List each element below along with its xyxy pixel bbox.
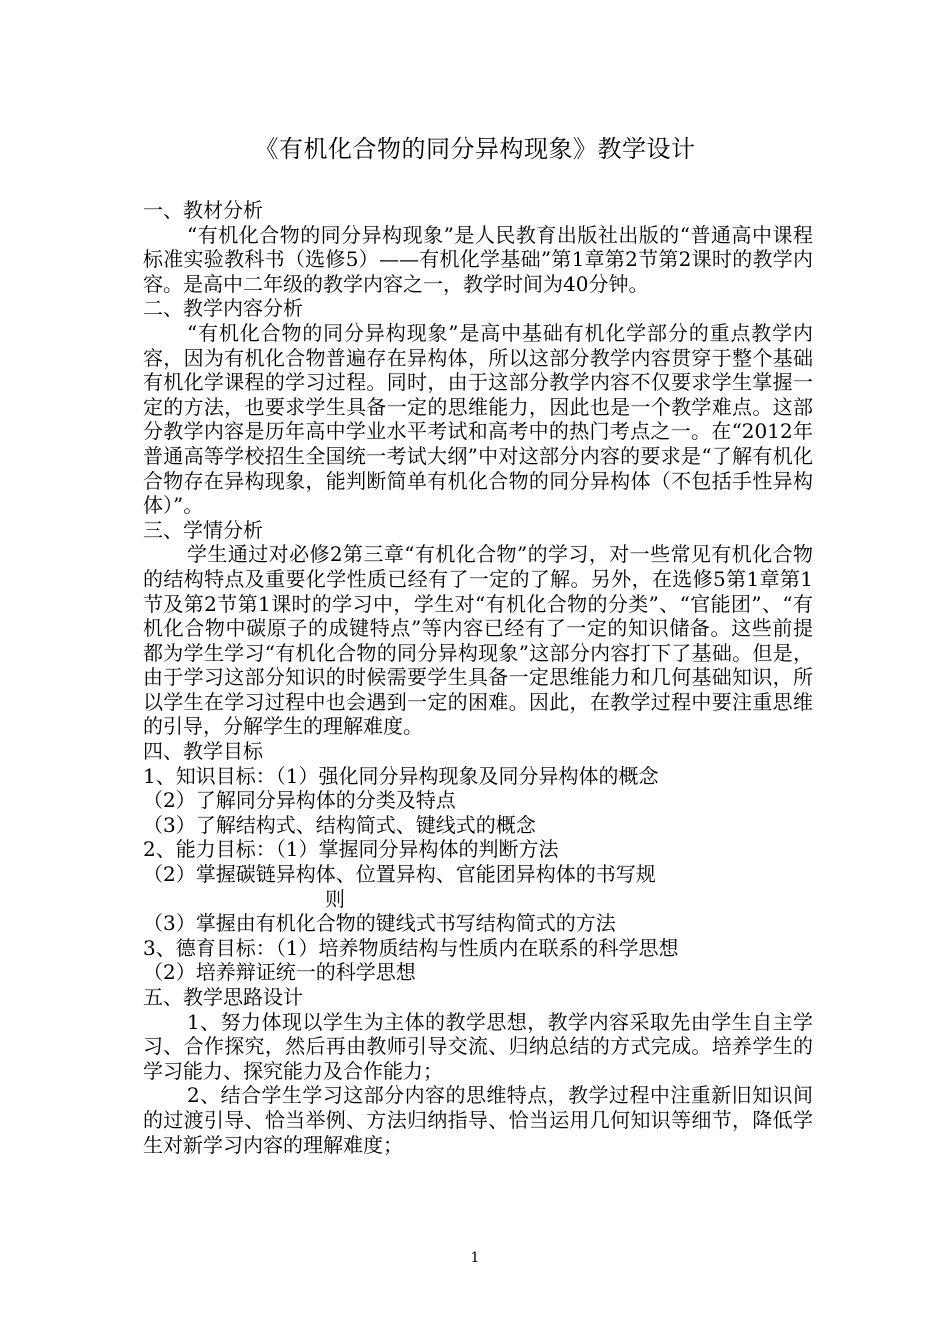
paragraph-student-analysis: 学生通过对必修2第三章“有机化合物”的学习，对一些常见有机化合物的结构特点及重要化学性质已经有了一定的了解。另外，在选修5第1章第1节及第2节第1课时的学习中，学生对“有机化合物的分类”、“官能团”、“有机化合物中碳原子的成键特点”等内容已经有了一定的知识储备。这些前提都为学生学习“有机化合物的同分异构现象”这部分内容打下了基础。但是，由于学习这部分知识的时候需要学生具备一定思维能力和几何基础知识，所以学生在学习过程中也会遇到一定的困难。因此，在教学过程中要注重思维的引导，分解学生的理解难度。 — [143, 542, 813, 739]
goal-knowledge-1: 1、知识目标：（1）强化同分异构现象及同分异构体的概念 — [143, 763, 659, 788]
document-body — [143, 198, 813, 1157]
goal-knowledge-3: （3）了解结构式、结构简式、键线式的概念 — [143, 812, 536, 837]
paragraph-content-analysis: “有机化合物的同分异构现象”是高中基础有机化学部分的重点教学内容，因为有机化合物普遍存在异构体，所以这部分教学内容贯穿于整个基础有机化学课程的学习过程。同时，由于这部分教学内容不仅要求学生掌握一定的方法，也要求学生具备一定的思维能力，因此也是一个教学难点。这部分教学内容是历年高中学业水平考试和高考中的热门考点之一。在“2012年普通高等学校招生全国统一考试大纲”中对这部分内容的要求是“了解有机化合物存在异构现象，能判断简单有机化合物的同分异构体（不包括手性异构体）”。 — [143, 320, 813, 518]
goal-moral-1: 3、德育目标：（1）培养物质结构与性质内在联系的科学思想 — [143, 935, 679, 960]
goal-ability-3: （3）掌握由有机化合物的键线式书写结构简式的方法 — [143, 911, 616, 936]
section-heading-textbook-analysis: 一、教材分析 — [143, 198, 263, 222]
goal-ability-2 — [143, 862, 813, 911]
goal-moral-2: （2）培养辩证统一的科学思想 — [143, 960, 416, 985]
document-title: 《有机化合物的同分异构现象》教学设计 — [254, 135, 696, 163]
goal-ability-1: 2、能力目标：（1）掌握同分异构体的判断方法 — [143, 837, 559, 862]
section-heading-teaching-design: 五、教学思路设计 — [143, 985, 303, 1009]
paragraph-textbook-analysis: “有机化合物的同分异构现象”是人民教育出版社出版的“普通高中课程标准实验教科书（选修5）——有机化学基础”第1章第2节第2课时的教学内容。是高中二年级的教学内容之一，教学时间为40分钟。 — [143, 222, 813, 296]
section-heading-content-analysis: 二、教学内容分析 — [143, 296, 303, 321]
page-number: 1 — [470, 1250, 480, 1266]
section-heading-teaching-goals: 四、教学目标 — [143, 739, 263, 764]
goal-knowledge-2: （2）了解同分异构体的分类及特点 — [143, 788, 456, 813]
paragraph-teaching-design-2: 2、结合学生学习这部分内容的思维特点，教学过程中注重新旧知识间的过渡引导、恰当举例、方法归纳指导、恰当运用几何知识等细节，降低学生对新学习内容的理解难度； — [143, 1083, 813, 1157]
paragraph-teaching-design-1: 1、努力体现以学生为主体的教学思想，教学内容采取先由学生自主学习、合作探究，然后再由教师引导交流、归纳总结的方式完成。培养学生的学习能力、探究能力及合作能力； — [143, 1009, 813, 1083]
section-heading-student-analysis: 三、学情分析 — [143, 517, 263, 542]
goal-ability-2-line1: （2）掌握碳链异构体、位置异构、官能团异构体的书写规 — [143, 862, 656, 887]
goal-ability-2-line2: 则 — [325, 886, 345, 911]
